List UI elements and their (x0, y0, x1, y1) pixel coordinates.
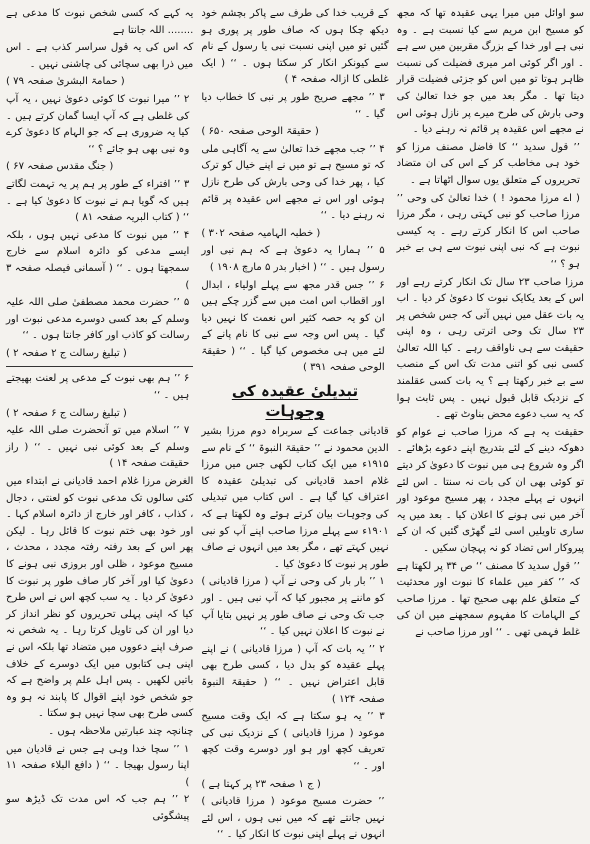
quoted-paragraph: ’’ قول سدید ‘‘ کا فاضل مصنف مرزا کو خود ہی مخاطب کر کے اس کی ان متضاد تحریروں کے متعلق یوں سوال اٹھاتا ہے ۔ (396, 141, 580, 186)
quoted-paragraph: ’’ حضرت مسیح موعود ( مرزا قادیانی ) نہیں جانتے تھے کہ میں نبی ہوں ، اس لئے انہوں نے پہلے اپنی نبوت کا انکار کیا ۔ ‘‘ (201, 796, 385, 841)
section-heading: تبدیلیٔ عقیدہ کی وجوہات (231, 382, 359, 421)
paragraph: یہ کہے کہ کسی شخص نبوت کا مدعی ہے ........ اللہ جانتا ہے (6, 8, 194, 36)
quoted-paragraph: ’’ قول سدید کا مصنف ‘‘ ص ۳۴ پر لکھتا ہے کہ ’’ کفر میں علماء کا نبوت اور محدثیت کے متعلق علم بھی صحیح تھا ۔ مرزا صاحب کے الہامات کا مفہوم سمجھنے میں ان کی غلط فہمی تھی ۔ ‘‘ اور مرزا صاحب نے (396, 560, 580, 638)
quoted-paragraph: ۷ ’’ اسلام میں تو آنحضرت صلی اللہ علیہ وسلم کے بعد کوئی نبی نہیں ۔ ‘‘ ( راز حقیقت صفحہ ۱۴ ) (6, 425, 190, 470)
quoted-paragraph: ۲ ’’ میرا نبوت کا کوئی دعویٰ نہیں ، یہ آپ کی غلطی ہے کہ آپ ایسا گمان کرتے ہیں ۔ کیا یہ ضروری ہے کہ جو الہام کا دعویٰ کرے وہ نبی بھی ہو جائے ؟ ‘‘ (6, 93, 190, 155)
citation: ( تبلیغ رسالت ج ۶ صفحہ ۲ ) (6, 407, 127, 419)
quoted-paragraph: ۳ ’’ مجھے صریح طور پر نبی کا خطاب دیا گیا ۔ ‘‘ (201, 91, 385, 120)
citation: ( حقیقۃ الوحی صفحہ ۶۵۰ ) (201, 126, 319, 138)
paragraph: چنانچہ چند عبارتیں ملاحظہ ہوں ۔ (48, 725, 194, 737)
quoted-paragraph: ۱ ’’ بار بار کی وحی نے آپ ( مرزا قادیانی ) کو ماننے پر مجبور کیا کہ آپ نبی ہیں ۔ اور جب تک وحی نے صاف طور پر نہیں بتایا آپ نے نبوت کا اعلان نہیں کیا ۔ ‘‘ (201, 576, 385, 638)
quoted-paragraph: ۵ ’’ حضرت محمد مصطفیٰ صلی اللہ علیہ وسلم کے بعد کسی دوسرے مدعی نبوت اور رسالت کو کاذب اور کافر جانتا ہوں ۔ ‘‘ (6, 297, 190, 342)
quoted-paragraph: ۳ ’’ یہ ہو سکتا ہے کہ ایک وقت مسیح موعود ( مرزا قادیانی ) کے نزدیک نبی کی تعریف کچھ اور ہو اور دوسرے وقت کچھ اور ۔ ‘‘ (201, 711, 385, 772)
citation: ( حمامۃ البشریٰ صفحہ ۷۹ ) (6, 76, 125, 88)
quoted-paragraph: ۱ ’’ سچا خدا وہی ہے جس نے قادیان میں اپنا رسول بھیجا ۔ ‘‘ ( دافع البلاء صفحہ ۱۱ ) (6, 743, 190, 788)
column-right (6, 6, 194, 822)
paragraph: کے قریب خدا کی طرف سے پاکر بچشم خود دیکھ چکا ہوں کہ صاف طور پر پوری ہو گئیں تو میں اپنی نسبت نبی یا رسول کے نام سے کیونکر انکار کر سکتا ہوں ۔ ‘‘ ( ایک غلطی کا ازالہ صفحہ ۴ ) (201, 8, 389, 86)
paragraph: الغرض مرزا غلام احمد قادیانی نے ابتداء میں کئی سالوں تک مدعی نبوت کو لعنتی ، دجال ، کذاب ، کافر اور خارج از دائرہ اسلام کہا ۔ اور خود بھی ختم نبوت کا قائل رہا ۔ لیکن پھر اس کے بعد رفتہ رفتہ مجدد ، محدث ، مسیح موعود ، ظلی اور بروزی نبی ہونے کا دعویٰ کیا اور آخر کار صاف طور پر نبوت کا دعویٰ کر دیا ۔ یہ سب کچھ اس نے اس طرح کیا کہ اپنی پہلی تحریروں کو نظر انداز کر دیا اور ان کی تاویل کرتا رہا ۔ یہ شخص نہ صرف اپنے دعووں میں متضاد تھا بلکہ اس نے اپنی ہی کتابوں میں ایک دوسرے کے خلاف باتیں لکھیں ۔ پس اہل علم پر واضح ہے کہ جو شخص خود اپنے اقوال کا پابند نہ ہو وہ کسی طرح بھی سچا نہیں ہو سکتا ۔ (6, 476, 194, 720)
quoted-paragraph: ۶ ’’ جس قدر مجھ سے پہلے اولیاء ، ابدال اور اقطاب اس امت میں سے گزر چکے ہیں ان کو یہ حصہ کثیر اس نعمت کا نہیں دیا گیا ۔ پس اس وجہ سے نبی کا نام پانے کے لئے میں ہی مخصوص کیا گیا ۔ ‘‘ ( حقیقۃ الوحی صفحہ ۳۹۱ ) (201, 279, 385, 374)
paragraph: سو اوائل میں میرا یہی عقیدہ تھا کہ مجھ کو مسیح ابن مریم سے کیا نسبت ہے ۔ وہ نبی ہے اور خدا کے بزرگ مقربین میں سے ہے ۔ اور اگر کوئی امر میری فضیلت کی نسبت ظاہر ہوتا تو میں اس کو جزئی فضیلت قرار دیتا تھا ۔ مگر بعد میں جو خدا تعالیٰ کی وحی بارش کی طرح میرے پر نازل ہوئی اس نے مجھے اس عقیدہ پر قائم نہ رہنے دیا ۔ (396, 8, 584, 136)
quoted-paragraph: ۵ ’’ ہمارا یہ دعویٰ ہے کہ ہم نبی اور رسول ہیں ۔ ‘‘ ( اخبار بدر ۵ مارچ ۱۹۰۸ ) (201, 245, 385, 273)
quoted-paragraph: ۴ ’’ میں نبوت کا مدعی نہیں ہوں ، بلکہ ایسے مدعی کو دائرہ اسلام سے خارج سمجھتا ہوں ۔ ‘‘ ( آسمانی فیصلہ صفحہ ۳ ) (6, 229, 190, 291)
citation: ( تبلیغ رسالت ج ۲ صفحہ ۲ ) (6, 347, 127, 359)
quoted-paragraph: ( اے مرزا محمود ! ) خدا تعالیٰ کی وحی ’’ مرزا صاحب کو نبی کہتی رہی ، مگر مرزا صاحب اس کا انکار کرتے رہے ۔ یہ کیسی نبوت ہے کہ نبی اپنی نبوت سے ہی بے خبر ہو ؟ ‘‘ (396, 192, 580, 270)
column-left (397, 6, 584, 760)
citation: ( خطبہ الہامیہ صفحہ ۳۰۲ ) (201, 227, 321, 239)
paragraph: کہ اس کی یہ قول سراسر کذب ہے ۔ اس میں ذرا بھی سچائی کی چاشنی نہیں ۔ (6, 42, 194, 70)
citation: ( ج ۱ صفحہ ۲۳ پر کہتا ہے ) (201, 778, 321, 790)
paragraph: حقیقت یہ ہے کہ مرزا صاحب نے عوام کو دھوکہ دینے کے لئے بتدریج اپنے دعوے بڑھائے ۔ اگر وہ شروع ہی میں نبوت کا دعویٰ کر دیتے تو کوئی بھی ان کی بات نہ سنتا ۔ اس لئے انہوں نے پہلے مجدد ، پھر مسیح موعود اور آخر میں نبی ہونے کا اعلان کیا ۔ بعد میں یہ ساری تاویلیں اسی لئے گھڑی گئیں کہ ان کے پیروکار اس تضاد کو نہ پہچان سکیں ۔ (396, 426, 584, 554)
divider (6, 366, 193, 367)
column-middle (201, 6, 389, 841)
quoted-paragraph: ۶ ’’ ہم بھی نبوت کے مدعی پر لعنت بھیجتے ہیں ۔ ‘‘ (6, 373, 190, 402)
quoted-paragraph: ۲ ’’ ہم جب کہ اس مدت تک ڈیڑھ سو پیشگوئی (6, 794, 190, 822)
citation: ( جنگ مقدس صفحہ ۶۷ ) (6, 161, 114, 173)
quoted-paragraph: ۴ ’’ جب مجھے خدا تعالیٰ سے یہ آگاہی ملی کہ تو مسیح ہے تو میں نے اپنے خیال کو ترک کیا ، پھر خدا کی وحی بارش کی طرح نازل ہوئی اور اس نے مجھے اس عقیدہ پر قائم نہ رہنے دیا ۔ ‘‘ (201, 143, 385, 222)
paragraph: قادیانی جماعت کے سربراہ دوم مرزا بشیر الدین محمود نے ’’ حقیقۃ النبوۃ ‘‘ کے نام سے ۱۹۱۵ء میں ایک کتاب لکھی جس میں مرزا غلام احمد قادیانی کی تبدیلیٔ عقیدہ کا اعتراف کیا گیا ہے ۔ اس کتاب میں تبدیلی کی وجوہات بیان کرتے ہوئے وہ لکھتا ہے کہ ۱۹۰۱ء سے پہلے مرزا صاحب اپنے آپ کو نبی نہیں کہتے تھے ، مگر بعد میں انہوں نے صاف طور پر نبوت کا دعویٰ کیا ۔ (201, 426, 389, 570)
quoted-paragraph: ۳ ’’ افتراء کے طور پر ہم پر یہ تہمت لگاتے ہیں کہ گویا ہم نے نبوت کا دعویٰ کیا ہے ۔ ‘‘ ( کتاب البریہ صفحہ ۸۱ ) (6, 178, 190, 224)
quoted-paragraph: ۲ ’’ یہ بات کہ آپ ( مرزا قادیانی ) نے اپنے پہلے عقیدہ کو بدل دیا ، کسی طرح بھی قابل اعتراض نہیں ۔ ‘‘ ( حقیقۃ النبوۃ صفحہ ۱۲۴ ) (201, 643, 385, 705)
paragraph: مرزا صاحب ۲۳ سال تک انکار کرتے رہے اور اس کے بعد یکایک نبوت کا دعویٰ کر دیا ۔ اب یہ بات عقل میں نہیں آتی کہ جس شخص پر ۲۳ سال تک وحی اترتی رہی ، وہ اپنی حقیقت سے ہی ناواقف رہے ۔ کیا اللہ تعالیٰ کسی نبی کو اتنی مدت تک اس کے منصب سے بے خبر رکھتا ہے ؟ یہ بات کسی عقلمند کے نزدیک قابل قبول نہیں ۔ پس ثابت ہوا کہ یہ سب دعوے محض بناوٹ تھے ۔ (396, 276, 584, 421)
